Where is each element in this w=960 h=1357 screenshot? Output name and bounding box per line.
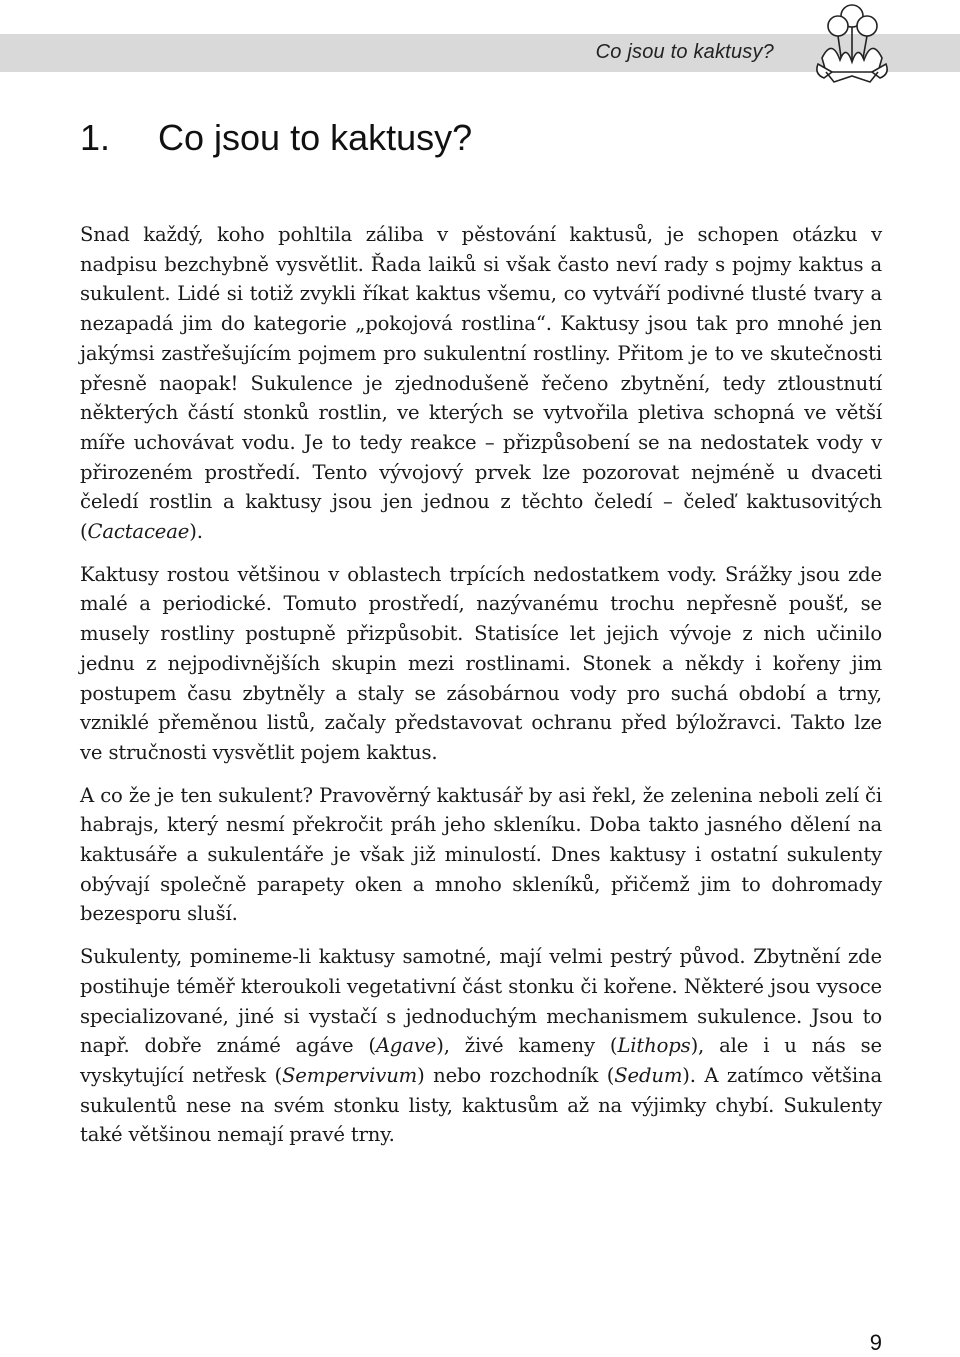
chapter-title: Co jsou to kaktusy? xyxy=(158,117,473,158)
paragraph-2 xyxy=(80,560,882,768)
latin-name: Sempervivum xyxy=(282,1063,418,1087)
latin-name: Agave xyxy=(375,1034,437,1058)
paragraph-text: ). A zatímco většina sukulentů nese na svém stonku listy, kaktusům až na výjimky chybí. Sukulenty také většinou nemají pravé trny. xyxy=(80,1063,882,1147)
chapter-heading xyxy=(80,117,472,159)
paragraph-text: ) nebo rozchodník ( xyxy=(417,1063,615,1087)
chapter-number: 1. xyxy=(80,117,111,158)
paragraph-text: A co že je ten sukulent? Pravověrný kaktusář by asi řekl, že zelenina neboli zelí či habrajs, který nesmí překročit práh jeho skleníku. Doba takto jasného dělení na kaktusáře a sukulentáře je však již minulostí. Dnes kaktusy i ostatní sukulenty obývají společně parapety oken a mnoho skleníků, přičemž jim to dohromady bezesporu sluší. xyxy=(80,783,882,926)
latin-name: Lithops xyxy=(617,1034,691,1058)
paragraph-4 xyxy=(80,942,882,1150)
running-title: Co jsou to kaktusy? xyxy=(595,41,774,63)
page-number: 9 xyxy=(869,1330,882,1355)
latin-name: Sedum xyxy=(614,1063,683,1087)
paragraph-text: Kaktusy rostou většinou v oblastech trpících nedostatkem vody. Srážky jsou zde malé a periodické. Tomuto prostředí, nazývanému trochu nepřesně poušť, se musely rostliny postupně přizpůsobit. Statisíce let jejich vývoje z nich učinilo jednu z nejpodivnějších skupin mezi rostlinami. Stonek a někdy i kořeny jim postupem času zbytněly a staly se zásobárnou vody pro suchá období a trny, vzniklé přeměnou listů, začaly představovat ochranu před býložravci. Takto lze ve stručnosti vysvětlit pojem kaktus. xyxy=(80,562,882,764)
body-text xyxy=(80,220,882,1163)
paragraph-1 xyxy=(80,220,882,547)
paragraph-text: Sukulenty, pomineme-li kaktusy samotné, mají velmi pestrý původ. Zbytnění zde postihuje téměř kteroukoli vegetativní část stonku či kořene. Některé jsou vysoce specializované, jiné si vystačí s jednoduchým mechanismem sukulence. Jsou to např. dobře známé agáve ( xyxy=(80,945,882,1058)
paragraph-text: ), živé kameny ( xyxy=(436,1034,618,1058)
latin-name: Cactaceae xyxy=(87,520,190,544)
paragraph-text: Snad každý, koho pohltila záliba v pěstování kaktusů, je schopen otázku v nadpisu bezchybně vysvětlit. Řada laiků si však často neví rady s pojmy kaktus a sukulent. Lidé si totiž zvykli říkat kaktus všemu, co vytváří podivné tlusté tvary a nezapadá jim do kategorie „pokojová rostlina“. Kaktusy jsou tak pro mnohé jen jakýmsi zastřešujícím pojmem pro sukulentní rostliny. Přitom je to ve skutečnosti přesně naopak! Sukulence je zjednodušeně řečeno zbytnění, tedy ztloustnutí některých částí stonků rostlin, ve kterých se vytvořila pletiva schopná ve větší míře uchovávat vodu. Je to tedy reakce – přizpůsobení se na nedostatek vody v přirozeném prostředí. Tento vývojový prvek lze pozorovat nejméně u dvaceti čeledí rostlin a kaktusy jsou jen jednou z těchto čeledí – čeleď kaktusovitých ( xyxy=(80,223,882,544)
cactus-trees-logo-icon xyxy=(812,2,892,88)
paragraph-text: ), ale i u nás se vyskytující netřesk ( xyxy=(80,1034,882,1087)
paragraph-3 xyxy=(80,781,882,930)
paragraph-text: ). xyxy=(189,520,203,544)
